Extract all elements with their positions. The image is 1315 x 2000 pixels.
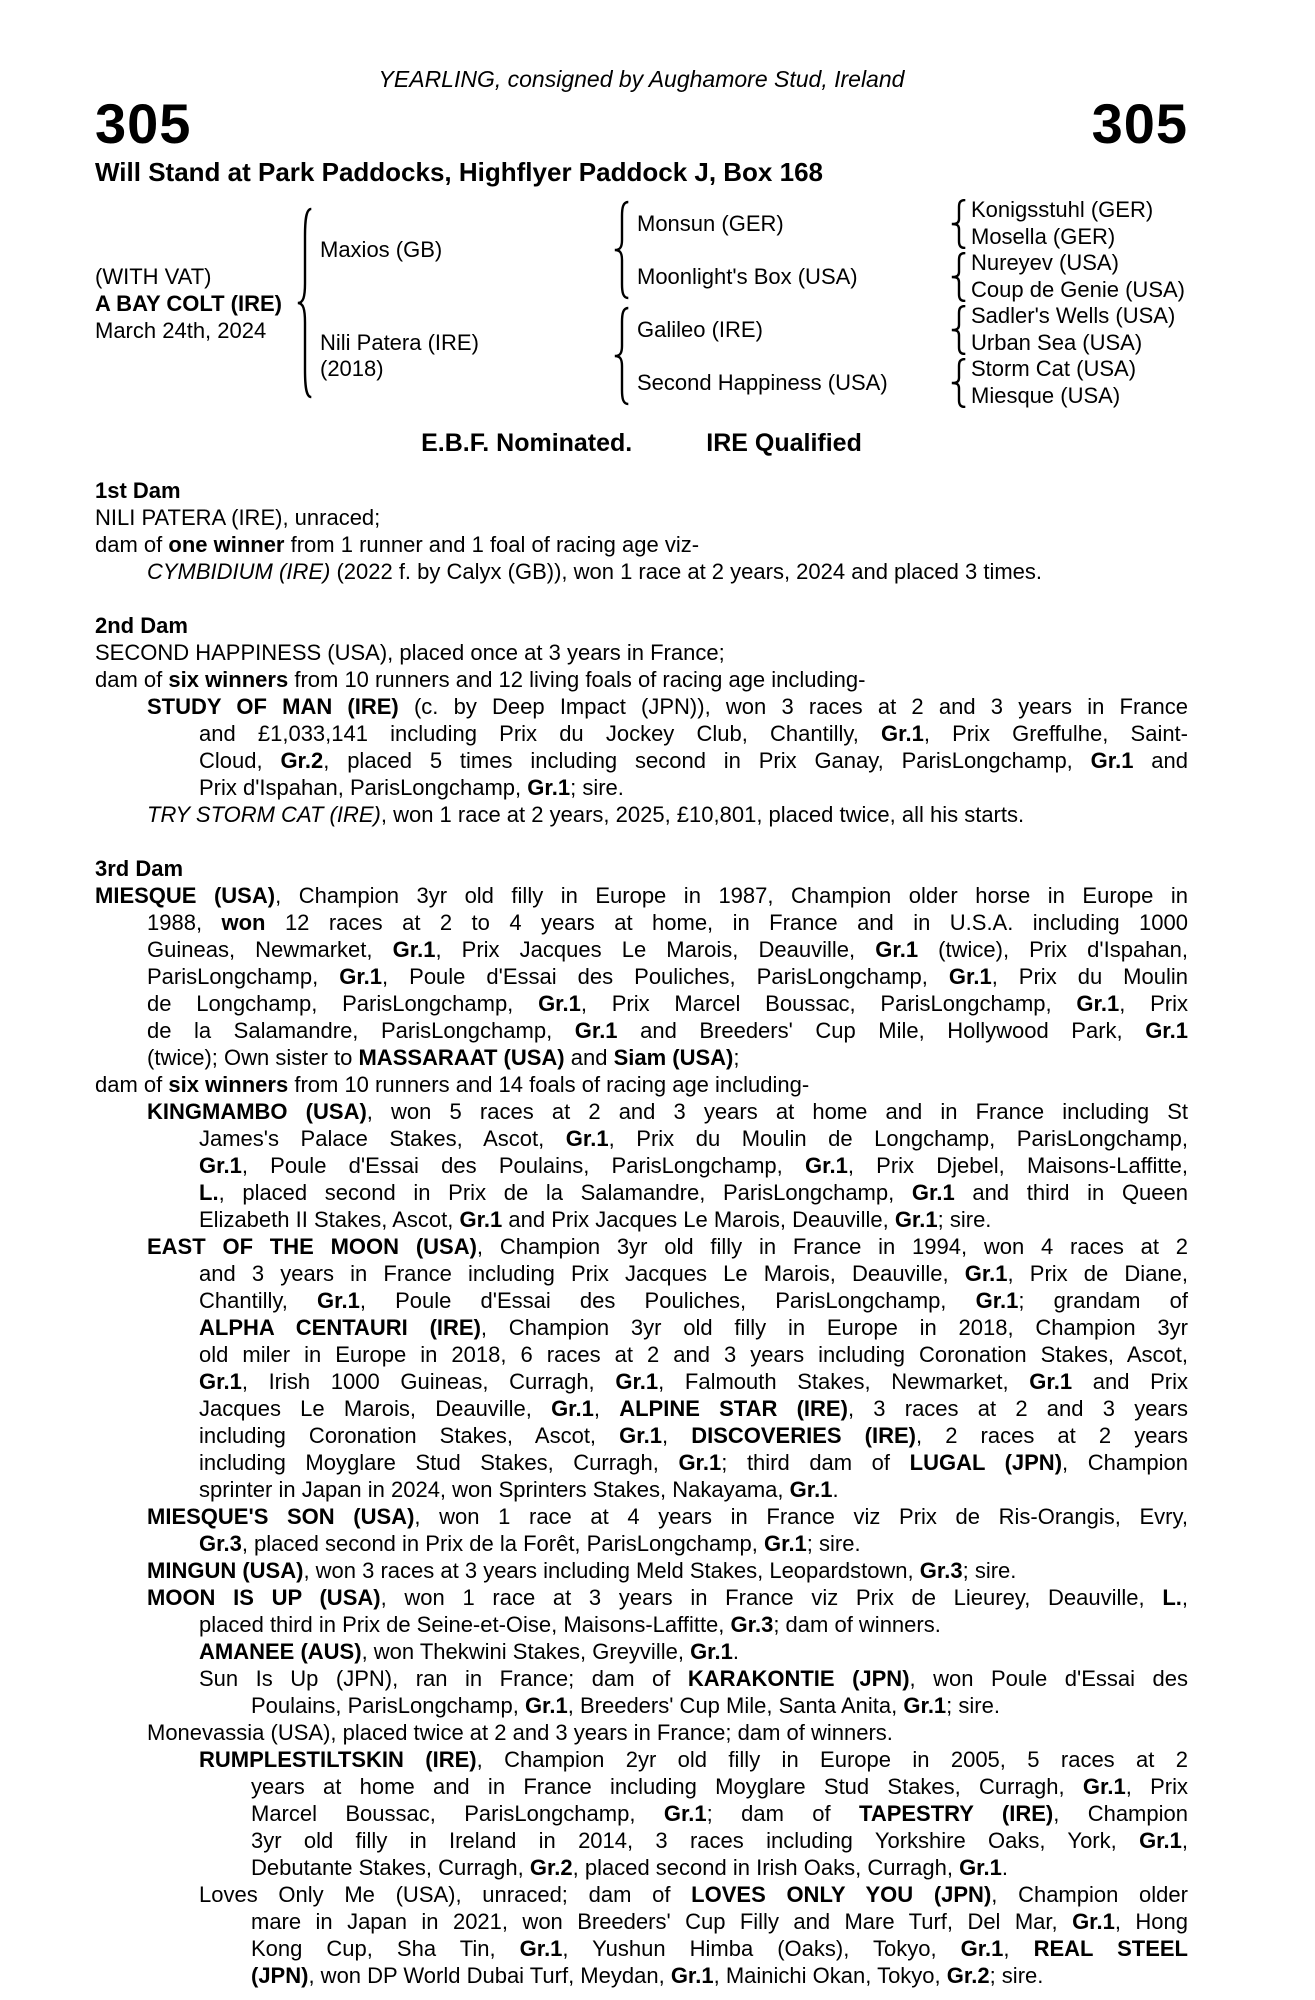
emphasis-text: Gr.1: [565, 1126, 609, 1151]
plain-text: , Champion 3yr old filly in France in 1994, won 4 races at 2: [476, 1234, 1188, 1259]
plain-text: Poulains, ParisLongchamp,: [251, 1693, 525, 1718]
emphasis-text: Gr.1: [805, 1153, 848, 1178]
plain-text: ; sire.: [806, 1531, 861, 1556]
dam-section: [95, 477, 1188, 585]
plain-text: , Champion 3yr old filly in Europe in 1987, Champion older horse in Europe in: [275, 883, 1188, 908]
text-line: [199, 1179, 1188, 1206]
plain-text: dam of: [95, 1072, 169, 1097]
text-line: [147, 1503, 1188, 1530]
text-line: [199, 1638, 1188, 1665]
emphasis-text: Gr.3: [199, 1531, 242, 1556]
great-grandparent-name: [971, 250, 1188, 277]
great-grandparent-name: [971, 356, 1188, 383]
text-line: [251, 1908, 1188, 1935]
consignor-line: YEARLING, consigned by Aughamore Stud, Ireland: [378, 66, 905, 92]
emphasis-text: Gr.1: [524, 1693, 568, 1718]
text-line: [147, 1044, 1188, 1071]
plain-text: James's Palace Stakes, Ascot,: [199, 1126, 566, 1151]
section-heading: 1st Dam: [95, 478, 181, 503]
plain-text: dam of: [95, 532, 169, 557]
emphasis-text: REAL STEEL: [1033, 1936, 1188, 1961]
grandparent-brace: [607, 197, 637, 303]
plain-text: from 1 runner and 1 foal of racing age viz-: [284, 532, 700, 557]
plain-text: , won 3 races at 3 years including Meld Stakes, Leopardstown,: [303, 1558, 920, 1583]
emphasis-text: Gr.1: [519, 1936, 563, 1961]
emphasis-text: Gr.1: [911, 1180, 955, 1205]
pedigree-name: Konigsstuhl (GER): [971, 197, 1154, 223]
dam-name: [320, 303, 607, 409]
plain-text: , Champion 3yr old filly in Europe in 2018, Champion 3yr: [480, 1315, 1188, 1340]
plain-text: , Breeders' Cup Mile, Santa Anita,: [567, 1693, 904, 1718]
text-line: [147, 801, 1188, 828]
plain-text: sprinter in Japan in 2024, won Sprinters Stakes, Nakayama,: [199, 1477, 790, 1502]
plain-text: , Champion older: [991, 1882, 1188, 1907]
emphasis-text: AMANEE (AUS): [199, 1639, 362, 1664]
plain-text: , won DP World Dubai Turf, Meydan,: [308, 1963, 671, 1988]
plain-text: NILI PATERA (IRE), unraced;: [95, 505, 381, 530]
text-line: [251, 1962, 1188, 1989]
dam-section: [95, 855, 1188, 1989]
emphasis-text: Gr.1: [392, 937, 436, 962]
plain-text: and 3 years in France including Prix Jacques Le Marois, Deauville,: [199, 1261, 965, 1286]
plain-text: , 3 races at 2 and 3 years: [847, 1396, 1188, 1421]
emphasis-text: MIESQUE (USA): [95, 883, 276, 908]
text-line: [199, 1881, 1188, 1908]
plain-text: , Irish 1000 Guineas, Curragh,: [241, 1369, 616, 1394]
plain-text: Elizabeth II Stakes, Ascot,: [199, 1207, 460, 1232]
emphasis-text: Gr.1: [975, 1288, 1019, 1313]
plain-text: SECOND HAPPINESS (USA), placed once at 3 years in France;: [95, 640, 725, 665]
plain-text: , won 1 race at 4 years in France viz Prix de Ris-Orangis, Evry,: [414, 1504, 1188, 1529]
plain-text: Chantilly,: [199, 1288, 318, 1313]
great-grandparent-name: [971, 224, 1188, 251]
plain-text: (twice), Prix d'Ispahan,: [918, 937, 1188, 962]
plain-text: , Prix du Moulin: [991, 964, 1188, 989]
great-grandparent-name: [971, 197, 1188, 224]
plain-text: ; sire.: [989, 1963, 1044, 1988]
plain-text: Kong Cup, Sha Tin,: [251, 1936, 520, 1961]
text-line: [199, 1530, 1188, 1557]
plain-text: , Prix de Diane,: [1007, 1261, 1189, 1286]
plain-text: (c. by Deep Impact (JPN)), won 3 races at 2 and 3 years in France: [398, 694, 1188, 719]
text-line: [199, 1314, 1188, 1341]
plain-text: , Champion 2yr old filly in Europe in 2005, 5 races at 2: [476, 1747, 1189, 1772]
emphasis-text: L.: [1162, 1585, 1182, 1610]
plain-text: , Falmouth Stakes, Newmarket,: [658, 1369, 1030, 1394]
plain-text: ; third dam of: [721, 1450, 910, 1475]
plain-text: , 2 races at 2 years: [915, 1423, 1188, 1448]
plain-text: , placed second in Irish Oaks, Curragh,: [572, 1855, 960, 1880]
emphasis-text: Gr.1: [964, 1261, 1008, 1286]
emphasis-text: Gr.1: [663, 1801, 707, 1826]
ebf-nominated-label: E.B.F. Nominated.: [421, 429, 633, 457]
grandparent-name: [637, 356, 947, 409]
text-line: [199, 1449, 1188, 1476]
plain-text: 3yr old filly in Ireland in 2014, 3 races including Yorkshire Oaks, York,: [251, 1828, 1140, 1853]
pedigree-brace-icon: [950, 199, 968, 249]
pedigree-brace-icon: [950, 252, 968, 302]
emphasis-text: TAPESTRY (IRE): [859, 1801, 1054, 1826]
grandparent-brace: [607, 303, 637, 409]
emphasis-text: Gr.1: [538, 991, 581, 1016]
plain-text: ; dam of winners.: [773, 1612, 941, 1637]
plain-text: de la Salamandre, ParisLongchamp,: [147, 1018, 575, 1043]
great-grandparent-name: [971, 383, 1188, 410]
plain-text: , Prix: [1119, 991, 1188, 1016]
plain-text: and £1,033,141 including Prix du Jockey Club, Chantilly,: [199, 721, 882, 746]
plain-text: , Prix Marcel Boussac, ParisLongchamp,: [580, 991, 1077, 1016]
plain-text: Marcel Boussac, ParisLongchamp,: [251, 1801, 664, 1826]
text-line: [147, 1584, 1188, 1611]
plain-text: including Moyglare Stud Stakes, Curragh,: [199, 1450, 679, 1475]
emphasis-text: Gr.1: [1076, 991, 1120, 1016]
pedigree-name: Storm Cat (USA): [971, 356, 1137, 382]
pedigree-name: Moonlight's Box (USA): [637, 263, 858, 289]
plain-text: Debutante Stakes, Curragh,: [251, 1855, 530, 1880]
text-line: [199, 1341, 1188, 1368]
emphasis-text: six winners: [168, 1072, 289, 1097]
pedigree-brace-icon: [950, 358, 968, 408]
text-line: [199, 1125, 1188, 1152]
plain-text: and: [1133, 748, 1188, 773]
plain-text: , placed second in Prix de la Salamandre, ParisLongchamp,: [218, 1180, 912, 1205]
plain-text: , won 1 race at 3 years in France viz Prix de Lieurey, Deauville,: [380, 1585, 1163, 1610]
plain-text: , Prix Djebel, Maisons-Laffitte,: [847, 1153, 1188, 1178]
plain-text: ; sire.: [946, 1693, 1000, 1718]
plain-text: placed third in Prix de Seine-et-Oise, Maisons-Laffitte,: [199, 1612, 731, 1637]
emphasis-text: Gr.1: [1090, 748, 1134, 773]
text-line: [251, 1827, 1188, 1854]
plain-text: Prix d'Ispahan, ParisLongchamp,: [199, 775, 528, 800]
pedigree-name: Urban Sea (USA): [971, 329, 1143, 355]
pedigree-name: Mosella (GER): [971, 223, 1116, 249]
plain-text: ,: [593, 1396, 620, 1421]
plain-text: .: [1001, 1855, 1008, 1880]
plain-text: Guineas, Newmarket,: [147, 937, 393, 962]
text-line: [199, 1287, 1188, 1314]
plain-text: , Poule d'Essai des Pouliches, ParisLongchamp,: [359, 1288, 976, 1313]
emphasis-text: Gr.1: [199, 1369, 242, 1394]
text-line: [147, 990, 1188, 1017]
pedigree-name: Maxios (GB): [320, 237, 443, 262]
grandparent-name: [637, 250, 947, 303]
emphasis-text: STUDY OF MAN (IRE): [147, 694, 399, 719]
plain-text: Cloud,: [199, 748, 281, 773]
plain-text: mare in Japan in 2021, won Breeders' Cup Filly and Mare Turf, Del Mar,: [251, 1909, 1073, 1934]
text-line: [147, 558, 1188, 585]
text-line: [199, 1260, 1188, 1287]
pedigree-brace-icon: [613, 306, 631, 406]
emphasis-text: LUGAL (JPN): [909, 1450, 1063, 1475]
plain-text: and third in Queen: [954, 1180, 1188, 1205]
text-line: [147, 936, 1188, 963]
great-grandparent-name: [971, 303, 1188, 330]
emphasis-text: Gr.1: [670, 1963, 714, 1988]
plain-text: 1988,: [147, 910, 222, 935]
text-line: [251, 1854, 1188, 1881]
plain-text: Jacques Le Marois, Deauville,: [199, 1396, 552, 1421]
emphasis-text: Gr.1: [1145, 1018, 1188, 1043]
plain-text: , Champion: [1053, 1801, 1188, 1826]
plain-text: years at home and in France including Moyglare Stud Stakes, Curragh,: [251, 1774, 1083, 1799]
text-line: [251, 1773, 1188, 1800]
text-line: [147, 909, 1188, 936]
text-line: [147, 963, 1188, 990]
plain-text: Loves Only Me (USA), unraced; dam of: [199, 1882, 692, 1907]
pedigree-brace-icon: [950, 305, 968, 355]
lot-info-block: [95, 197, 290, 409]
text-line: [147, 1719, 1188, 1746]
pedigree-name: Nureyev (USA): [971, 250, 1119, 276]
emphasis-text: Gr.1: [574, 1018, 618, 1043]
text-line: [199, 1422, 1188, 1449]
great-grandparent-brace: [947, 356, 971, 409]
pedigree-text-sections: [95, 477, 1188, 1989]
emphasis-text: Gr.3: [730, 1612, 774, 1637]
emphasis-text: Gr.1: [960, 1936, 1004, 1961]
emphasis-text: Gr.1: [894, 1207, 938, 1232]
plain-text: ; sire.: [937, 1207, 992, 1232]
great-grandparent-name: [971, 277, 1188, 304]
emphasis-text: KARAKONTIE (JPN): [687, 1666, 910, 1691]
emphasis-text: Gr.1: [948, 964, 992, 989]
emphasis-text: Gr.1: [763, 1531, 807, 1556]
plain-text: ,: [1181, 1828, 1188, 1853]
plain-text: , Prix: [1125, 1774, 1188, 1799]
plain-text: (twice); Own sister to: [147, 1045, 359, 1070]
plain-text: , won Thekwini Stakes, Greyville,: [361, 1639, 691, 1664]
plain-text: ; grandam of: [1018, 1288, 1188, 1313]
text-line: [95, 666, 1188, 693]
italic-text: TRY STORM CAT (IRE): [147, 802, 381, 827]
plain-text: old miler in Europe in 2018, 6 races at 2 and 3 years including Coronation Stakes, Ascot,: [199, 1342, 1188, 1367]
plain-text: , Yushun Himba (Oaks), Tokyo,: [562, 1936, 961, 1961]
plain-text: and Prix Jacques Le Marois, Deauville,: [502, 1207, 895, 1232]
plain-text: .: [832, 1477, 839, 1502]
plain-text: Sun Is Up (JPN), ran in France; dam of: [199, 1666, 688, 1691]
plain-text: , Poule d'Essai des Poulains, ParisLongchamp,: [241, 1153, 805, 1178]
pedigree-name: Nili Patera (IRE): [320, 330, 479, 355]
plain-text: , won Poule d'Essai des: [909, 1666, 1188, 1691]
plain-text: , Poule d'Essai des Pouliches, ParisLongchamp,: [382, 964, 949, 989]
plain-text: , Mainichi Okan, Tokyo,: [713, 1963, 947, 1988]
emphasis-text: Gr.2: [946, 1963, 990, 1988]
section-heading: 2nd Dam: [95, 613, 188, 638]
emphasis-text: MOON IS UP (USA): [147, 1585, 381, 1610]
great-grandparent-brace: [947, 303, 971, 356]
emphasis-text: Gr.1: [875, 937, 919, 962]
plain-text: ParisLongchamp,: [147, 964, 340, 989]
text-line: [95, 531, 1188, 558]
emphasis-text: Gr.1: [678, 1450, 722, 1475]
plain-text: from 10 runners and 12 living foals of racing age including-: [288, 667, 866, 692]
plain-text: (2022 f. by Calyx (GB)), won 1 race at 2 years, 2024 and placed 3 times.: [330, 559, 1043, 584]
dam-year: (2018): [320, 356, 384, 381]
emphasis-text: (JPN): [251, 1963, 309, 1988]
lot-number-left: 305: [95, 92, 192, 155]
text-line: [95, 1071, 1188, 1098]
text-line: [199, 1611, 1188, 1638]
pedigree-name: Coup de Genie (USA): [971, 276, 1185, 302]
plain-text: , Prix Greffulhe, Saint-: [923, 721, 1189, 746]
text-line: [147, 1098, 1188, 1125]
text-line: [95, 882, 1188, 909]
pedigree-name: Second Happiness (USA): [637, 369, 888, 395]
emphasis-text: six winners: [168, 667, 289, 692]
emphasis-text: Gr.1: [690, 1639, 733, 1664]
ire-qualified-label: IRE Qualified: [706, 429, 862, 457]
pedigree-name: Sadler's Wells (USA): [971, 303, 1176, 329]
pedigree-name: Galileo (IRE): [637, 316, 763, 342]
plain-text: ;: [733, 1045, 740, 1070]
foal-date: March 24th, 2024: [95, 317, 267, 343]
text-line: [199, 1152, 1188, 1179]
emphasis-text: MASSARAAT (USA): [358, 1045, 565, 1070]
section-heading: 3rd Dam: [95, 856, 184, 881]
nomination-row: [95, 429, 1188, 457]
plain-text: 12 races at 2 to 4 years at home, in France and in U.S.A. including 1000: [265, 910, 1189, 935]
text-line: [199, 1368, 1188, 1395]
text-line: [199, 720, 1188, 747]
plain-text: , Hong: [1114, 1909, 1188, 1934]
text-line: [147, 1233, 1188, 1260]
plain-text: ,: [1003, 1936, 1034, 1961]
pedigree-name: Miesque (USA): [971, 382, 1121, 408]
emphasis-text: MINGUN (USA): [147, 1558, 304, 1583]
emphasis-text: L.: [199, 1180, 219, 1205]
grandparent-name: [637, 197, 947, 250]
text-line: [199, 1206, 1188, 1233]
grandparent-name: [637, 303, 947, 356]
plain-text: , Prix du Moulin de Longchamp, ParisLongchamp,: [608, 1126, 1188, 1151]
emphasis-text: EAST OF THE MOON (USA): [147, 1234, 477, 1259]
plain-text: from 10 runners and 14 foals of racing age including-: [288, 1072, 810, 1097]
emphasis-text: ALPINE STAR (IRE): [619, 1396, 848, 1421]
pedigree-name: Monsun (GER): [637, 210, 784, 236]
plain-text: de Longchamp, ParisLongchamp,: [147, 991, 539, 1016]
emphasis-text: MIESQUE'S SON (USA): [147, 1504, 415, 1529]
great-grandparent-brace: [947, 197, 971, 250]
text-line: [251, 1800, 1188, 1827]
text-line: [147, 1017, 1188, 1044]
plain-text: , won 5 races at 2 and 3 years at home and in France including St: [366, 1099, 1188, 1124]
pedigree-brace-icon: [296, 205, 314, 401]
emphasis-text: Gr.1: [339, 964, 383, 989]
plain-text: .: [732, 1639, 739, 1664]
emphasis-text: Gr.1: [199, 1153, 242, 1178]
emphasis-text: ALPHA CENTAURI (IRE): [199, 1315, 481, 1340]
plain-text: , Champion: [1062, 1450, 1188, 1475]
lot-number-right: 305: [1091, 92, 1188, 155]
emphasis-text: DISCOVERIES (IRE): [691, 1423, 916, 1448]
emphasis-text: Gr.1: [789, 1477, 833, 1502]
pedigree-brace-icon: [613, 200, 631, 300]
plain-text: , Prix Jacques Le Marois, Deauville,: [435, 937, 876, 962]
plain-text: and Breeders' Cup Mile, Hollywood Park,: [617, 1018, 1146, 1043]
plain-text: ; sire.: [962, 1558, 1017, 1583]
emphasis-text: Gr.1: [459, 1207, 503, 1232]
plain-text: ,: [661, 1423, 692, 1448]
plain-text: and Prix: [1072, 1369, 1189, 1394]
plain-text: ; dam of: [706, 1801, 860, 1826]
emphasis-text: KINGMAMBO (USA): [147, 1099, 367, 1124]
emphasis-text: Gr.1: [959, 1855, 1002, 1880]
plain-text: ; sire.: [570, 775, 624, 800]
lot-number-row: [95, 92, 1188, 155]
emphasis-text: Gr.1: [615, 1369, 659, 1394]
emphasis-text: one winner: [168, 532, 285, 557]
text-line: [199, 747, 1188, 774]
emphasis-text: Gr.1: [1029, 1369, 1073, 1394]
text-line: [251, 1935, 1188, 1962]
plain-text: including Coronation Stakes, Ascot,: [199, 1423, 620, 1448]
emphasis-text: Gr.2: [529, 1855, 573, 1880]
plain-text: dam of: [95, 667, 169, 692]
emphasis-text: LOVES ONLY YOU (JPN): [691, 1882, 992, 1907]
plain-text: and: [564, 1045, 614, 1070]
pedigree-table: [95, 197, 1188, 409]
emphasis-text: Gr.1: [619, 1423, 662, 1448]
emphasis-text: won: [221, 910, 266, 935]
text-line: [95, 639, 1188, 666]
text-line: [147, 1557, 1188, 1584]
emphasis-text: RUMPLESTILTSKIN (IRE): [199, 1747, 477, 1772]
horse-name: A BAY COLT (IRE): [95, 290, 283, 316]
text-line: [95, 504, 1188, 531]
sire-name: [320, 197, 607, 303]
text-line: [199, 1746, 1188, 1773]
emphasis-text: Gr.1: [527, 775, 571, 800]
text-line: [199, 774, 1188, 801]
plain-text: ,: [1181, 1585, 1188, 1610]
plain-text: Monevassia (USA), placed twice at 2 and 3 years in France; dam of winners.: [147, 1720, 893, 1745]
emphasis-text: Siam (USA): [613, 1045, 734, 1070]
emphasis-text: Gr.1: [1139, 1828, 1182, 1853]
emphasis-text: Gr.1: [881, 721, 924, 746]
text-line: [199, 1395, 1188, 1422]
emphasis-text: Gr.3: [919, 1558, 963, 1583]
emphasis-text: Gr.1: [1072, 1909, 1115, 1934]
emphasis-text: Gr.2: [280, 748, 324, 773]
sire-dam-brace: [290, 197, 320, 409]
emphasis-text: Gr.1: [317, 1288, 360, 1313]
emphasis-text: Gr.1: [1082, 1774, 1126, 1799]
plain-text: , won 1 race at 2 years, 2025, £10,801, placed twice, all his starts.: [380, 802, 1025, 827]
plain-text: , placed second in Prix de la Forêt, ParisLongchamp,: [241, 1531, 764, 1556]
vat-note: (WITH VAT): [95, 263, 212, 289]
great-grandparent-brace: [947, 250, 971, 303]
stand-location-line: Will Stand at Park Paddocks, Highflyer Paddock J, Box 168: [95, 157, 823, 187]
great-grandparent-name: [971, 330, 1188, 357]
dam-section: [95, 612, 1188, 828]
italic-text: CYMBIDIUM (IRE): [147, 559, 331, 584]
emphasis-text: Gr.1: [903, 1693, 947, 1718]
emphasis-text: Gr.1: [551, 1396, 594, 1421]
text-line: [199, 1476, 1188, 1503]
text-line: [199, 1665, 1188, 1692]
text-line: [251, 1692, 1188, 1719]
text-line: [147, 693, 1188, 720]
plain-text: , placed 5 times including second in Prix Ganay, ParisLongchamp,: [323, 748, 1091, 773]
